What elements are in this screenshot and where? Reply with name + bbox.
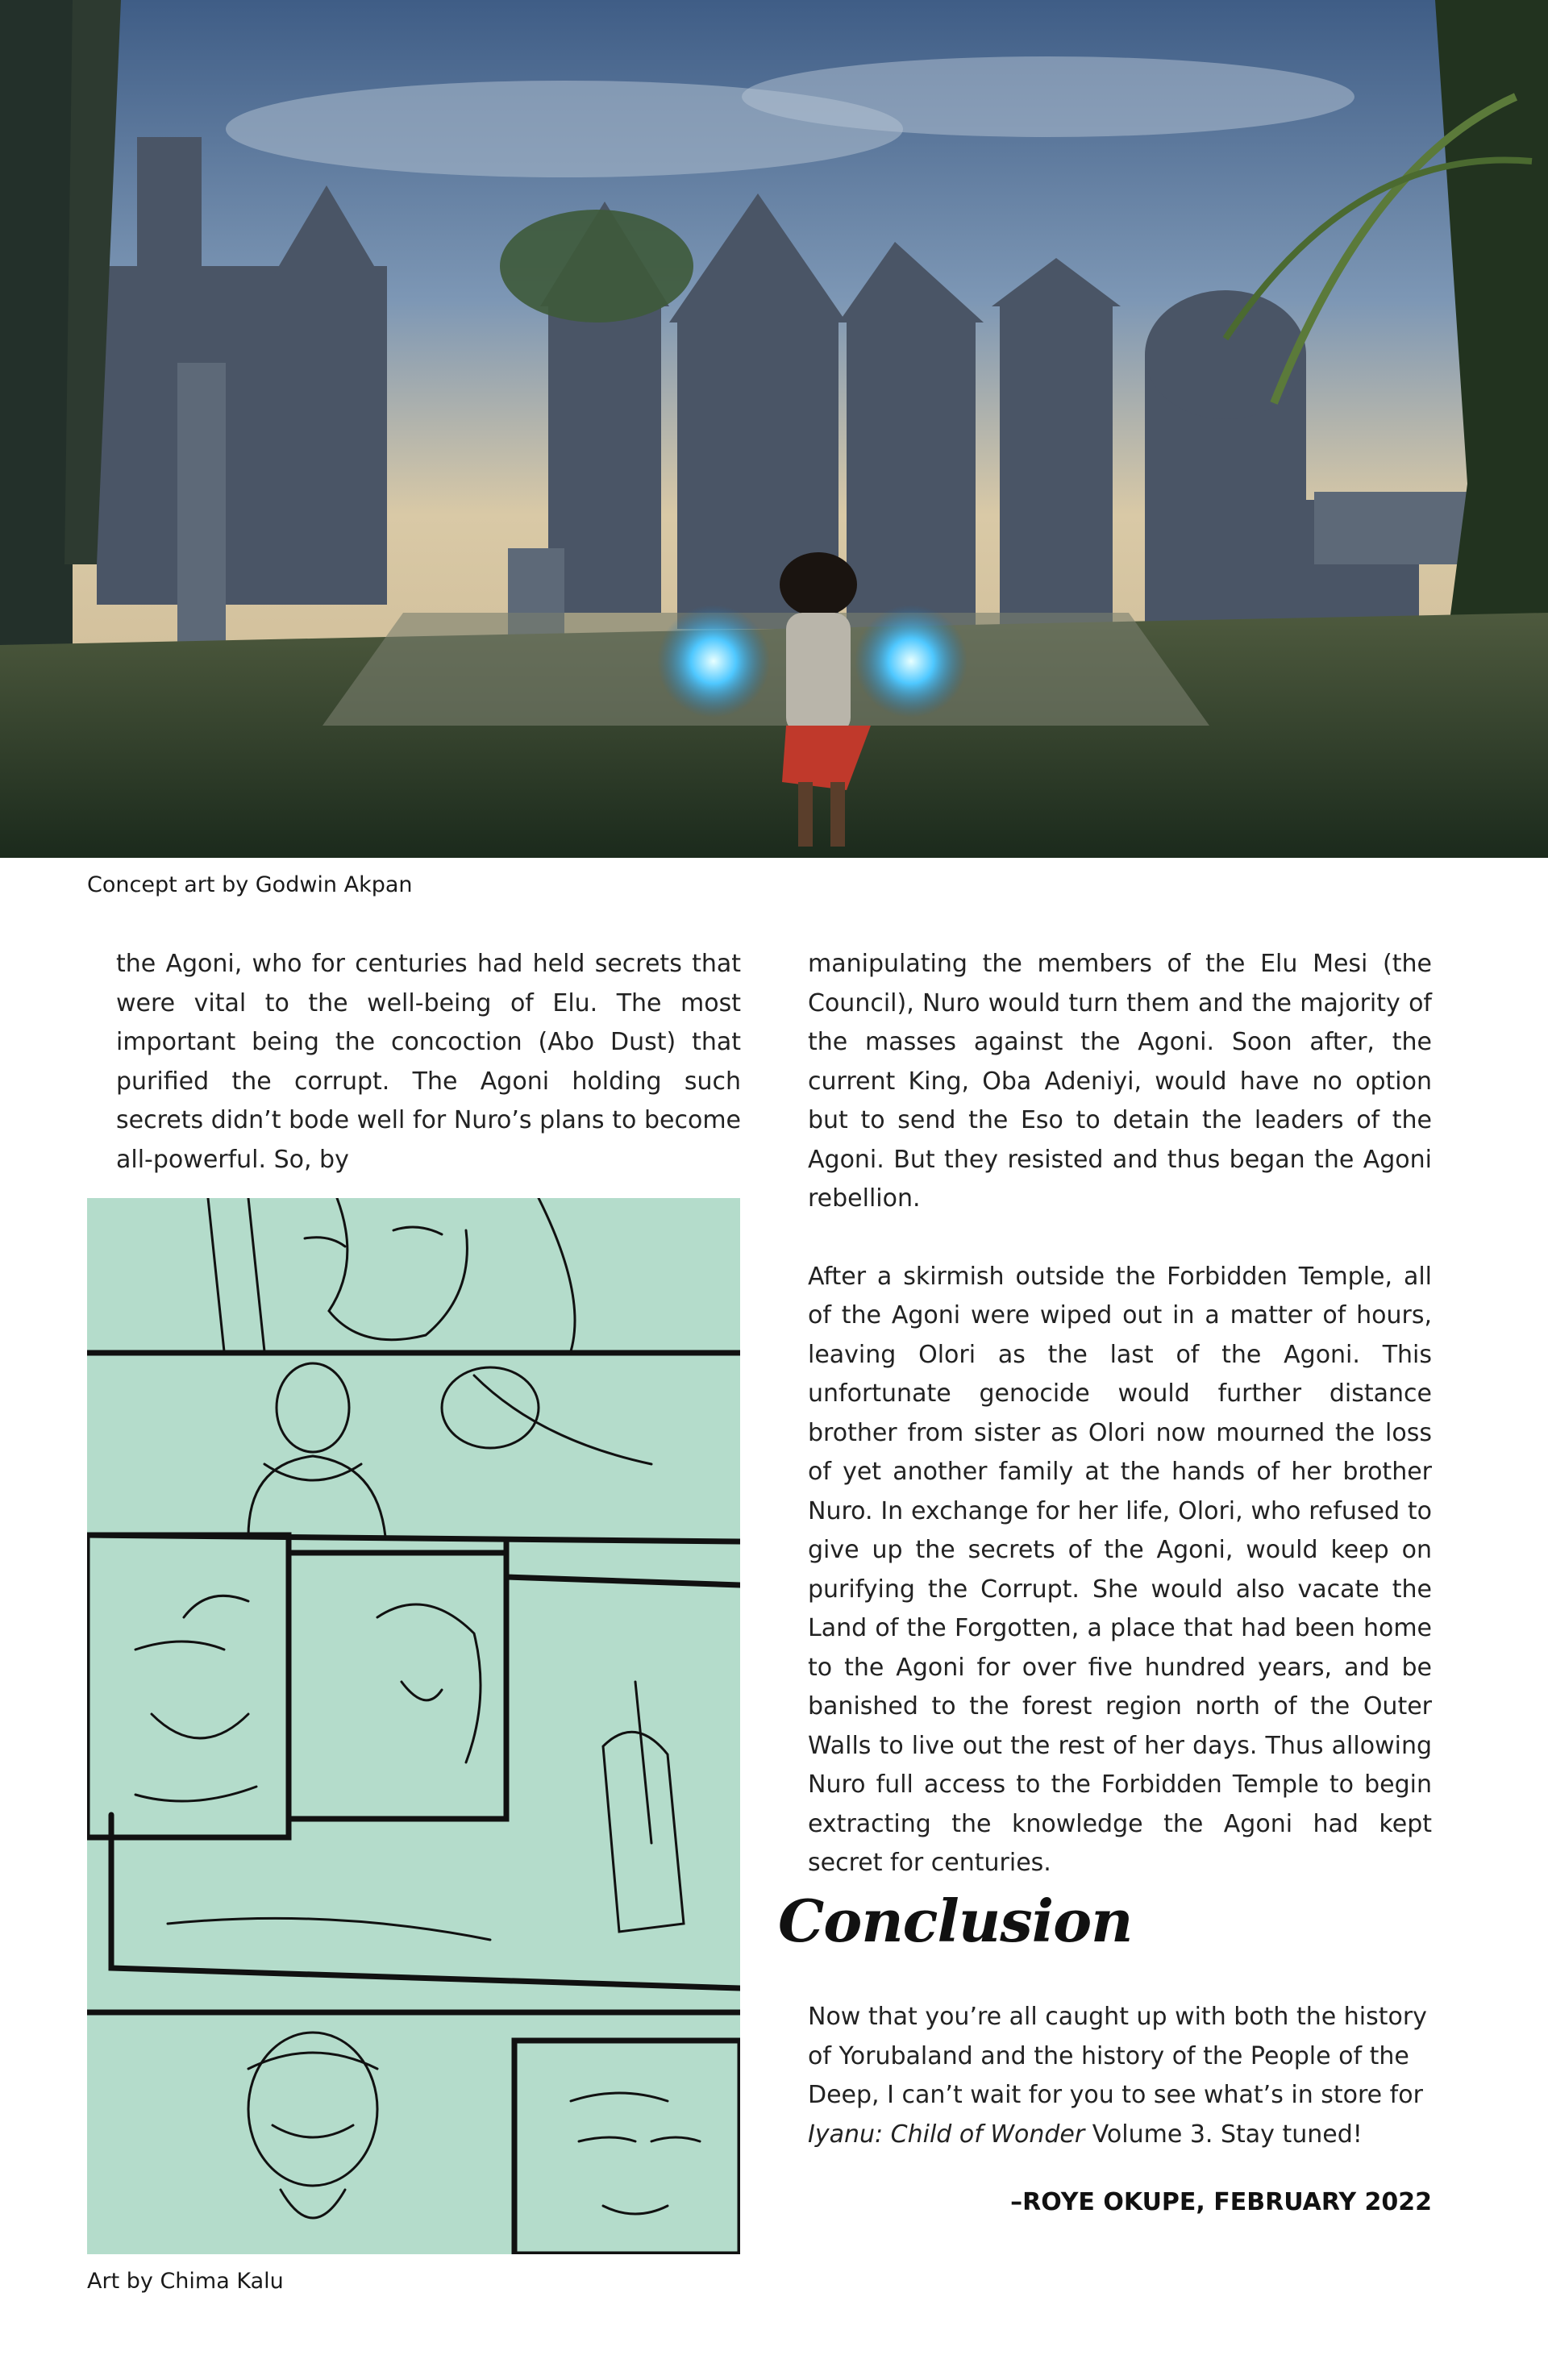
hero-caption: Concept art by Godwin Akpan bbox=[87, 872, 413, 897]
conclusion-paragraph bbox=[808, 1998, 1432, 2154]
left-paragraph: the Agoni, who for centuries had held secrets that were vital to the well-being of Elu. The most important being the concoction (Abo Dust) that purified the corrupt. The Agoni holding such secrets didn’t bode well for Nuro’s plans to become all-powerful. So, by bbox=[116, 950, 741, 1174]
conclusion-text bbox=[808, 1998, 1432, 2154]
author-signature: –ROYE OKUPE, FEBRUARY 2022 bbox=[1010, 2188, 1432, 2216]
left-column bbox=[116, 945, 741, 1180]
conclusion-text-after: Volume 3. Stay tuned! bbox=[1084, 2120, 1363, 2149]
right-column bbox=[808, 945, 1432, 1883]
book-title: Iyanu: Child of Wonder bbox=[808, 2120, 1085, 2149]
hero-concept-art bbox=[0, 0, 1548, 858]
right-paragraph-2: After a skirmish outside the Forbidden Temple, all of the Agoni were wiped out in a matter of hours, leaving Olori as the last of the Agoni. This unfortunate genocide would further distance brother from sister as Olori now mourned the loss of yet another family at the hands of her brother Nuro. In exchange for her life, Olori, who refused to give up the secrets of the Agoni, would keep on purifying the Corrupt. She would also vacate the Land of the Forgotten, a place that had been home to the Agoni for over five hundred years, and be banished to the forest region north of the Outer Walls to live out the rest of her days. Thus allowing Nuro full access to the Forbidden Temple to begin extracting the knowledge the Agoni had kept secret for centuries. bbox=[808, 1262, 1432, 1877]
right-paragraph-1: manipulating the members of the Elu Mesi (the Council), Nuro would turn them and the majority of the masses against the Agoni. Soon after, the current King, Oba Adeniyi, would have no option but to send the Eso to detain the leaders of the Agoni. But they resisted and thus began the Agoni rebellion. bbox=[808, 950, 1432, 1213]
conclusion-heading: Conclusion bbox=[778, 1887, 1133, 1955]
comic-art bbox=[87, 1198, 740, 2254]
conclusion-text-before: Now that you’re all caught up with both the history of Yorubaland and the history of the People of the Deep, I can’t wait for you to see what’s in store for bbox=[808, 2003, 1427, 2109]
comic-caption: Art by Chima Kalu bbox=[87, 2269, 284, 2294]
